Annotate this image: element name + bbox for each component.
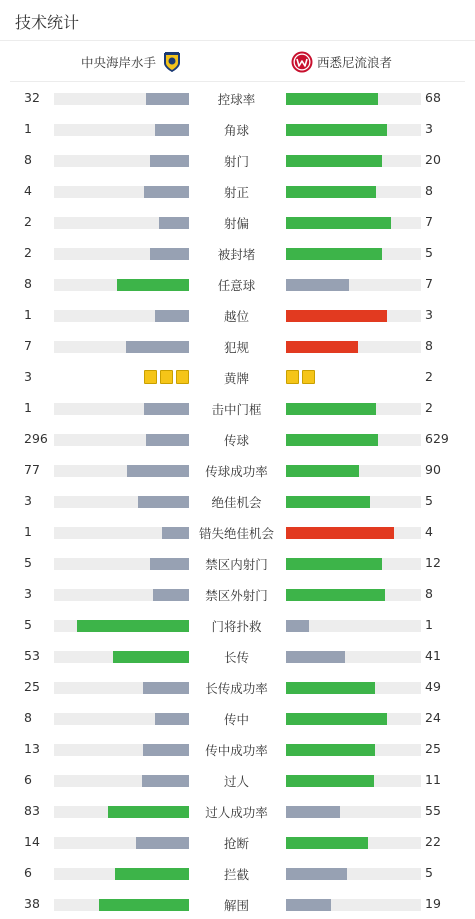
away-value: 1 [425, 617, 433, 632]
home-value: 7 [24, 338, 32, 353]
home-bar-fill [159, 217, 189, 229]
away-value: 629 [425, 431, 449, 446]
away-value: 49 [425, 679, 441, 694]
stat-label: 传球 [223, 433, 249, 448]
home-value: 5 [24, 555, 32, 570]
home-value: 2 [24, 245, 32, 260]
stat-row [0, 826, 475, 857]
stat-label: 任意球 [217, 278, 256, 293]
home-value: 4 [24, 183, 32, 198]
away-value: 3 [425, 121, 433, 136]
home-bar-track [54, 589, 189, 601]
away-bar-track [286, 558, 421, 570]
stat-label: 过人 [223, 774, 249, 789]
away-bar-track [286, 713, 421, 725]
home-bar-fill [162, 527, 189, 539]
stat-row [0, 361, 475, 392]
stat-row [0, 392, 475, 423]
stat-row [0, 82, 475, 113]
away-bar-fill [286, 124, 387, 136]
away-value: 8 [425, 338, 433, 353]
away-bar-fill [286, 589, 385, 601]
home-bar-track [54, 310, 189, 322]
away-value: 8 [425, 183, 433, 198]
away-bar-track [286, 527, 421, 539]
home-value: 8 [24, 710, 32, 725]
yellow-card-icon [160, 370, 173, 384]
away-bar-fill [286, 434, 378, 446]
away-value: 7 [425, 276, 433, 291]
away-bar-fill [286, 217, 391, 229]
away-bar-track [286, 403, 421, 415]
home-bar-fill [150, 155, 189, 167]
stat-row [0, 857, 475, 888]
home-bar-track [54, 837, 189, 849]
stat-label: 角球 [223, 123, 249, 138]
stat-label: 犯规 [223, 340, 249, 355]
home-value: 6 [24, 865, 32, 880]
stat-label: 射偏 [223, 216, 249, 231]
yellow-card-icon [302, 370, 315, 384]
stat-row [0, 578, 475, 609]
home-value: 53 [24, 648, 40, 663]
home-bar-fill [142, 775, 189, 787]
stat-label: 错失绝佳机会 [198, 526, 274, 541]
away-bar-fill [286, 93, 378, 105]
away-value: 19 [425, 896, 441, 911]
stat-label: 过人成功率 [205, 805, 268, 820]
home-bar-fill [126, 341, 189, 353]
yellow-card-icon [176, 370, 189, 384]
away-team-logo-icon [291, 51, 313, 73]
home-bar-fill [150, 248, 189, 260]
away-bar-fill [286, 186, 376, 198]
stat-label: 禁区内射门 [205, 557, 268, 572]
home-bar-fill [155, 713, 189, 725]
home-value: 77 [24, 462, 40, 477]
away-bar-fill [286, 465, 359, 477]
home-bar-fill [77, 620, 189, 632]
away-bar-fill [286, 620, 309, 632]
home-bar-track [54, 527, 189, 539]
away-value: 3 [425, 307, 433, 322]
home-bar-track [54, 465, 189, 477]
home-bar-fill [108, 806, 189, 818]
home-bar-fill [113, 651, 189, 663]
home-bar-fill [138, 496, 189, 508]
stat-label: 射正 [223, 185, 249, 200]
home-bar-track [54, 775, 189, 787]
home-value: 1 [24, 524, 32, 539]
home-bar-fill [117, 279, 189, 291]
stat-row [0, 268, 475, 299]
stat-label: 禁区外射门 [205, 588, 268, 603]
stat-row [0, 888, 475, 919]
away-value: 90 [425, 462, 441, 477]
away-bar-track [286, 496, 421, 508]
away-value: 12 [425, 555, 441, 570]
stat-row [0, 795, 475, 826]
away-bar-track [286, 434, 421, 446]
stat-label: 传中成功率 [205, 743, 268, 758]
away-bar-fill [286, 837, 368, 849]
away-bar-track [286, 155, 421, 167]
home-value: 6 [24, 772, 32, 787]
home-value: 3 [24, 369, 32, 384]
away-bar-track [286, 806, 421, 818]
home-value: 3 [24, 493, 32, 508]
home-bar-fill [143, 682, 189, 694]
stat-row [0, 733, 475, 764]
home-value: 3 [24, 586, 32, 601]
home-bar-track [54, 899, 189, 911]
home-bar-fill [115, 868, 189, 880]
stat-row [0, 640, 475, 671]
home-bar-track [54, 341, 189, 353]
away-bar-track [286, 651, 421, 663]
page-title: 技术统计 [15, 13, 80, 32]
stat-label: 解围 [223, 898, 249, 913]
stat-label: 门将扑救 [211, 619, 262, 634]
away-bar-fill [286, 899, 331, 911]
away-value: 20 [425, 152, 441, 167]
stat-row [0, 175, 475, 206]
away-bar-track [286, 465, 421, 477]
stat-row [0, 299, 475, 330]
home-bar-track [54, 682, 189, 694]
home-value: 2 [24, 214, 32, 229]
away-bar-track [286, 775, 421, 787]
home-bar-fill [155, 124, 189, 136]
away-value: 2 [425, 369, 433, 384]
home-value: 8 [24, 152, 32, 167]
home-bar-fill [136, 837, 189, 849]
away-bar-fill [286, 713, 387, 725]
home-bar-fill [127, 465, 189, 477]
stat-label: 射门 [223, 154, 249, 169]
away-bar-track [286, 217, 421, 229]
home-bar-track [54, 868, 189, 880]
home-value: 296 [24, 431, 48, 446]
away-value: 25 [425, 741, 441, 756]
home-bar-track [54, 279, 189, 291]
away-value: 24 [425, 710, 441, 725]
away-bar-track [286, 744, 421, 756]
away-bar-track [286, 279, 421, 291]
home-value: 38 [24, 896, 40, 911]
away-bar-fill [286, 558, 382, 570]
away-team-name: 西悉尼流浪者 [317, 55, 393, 70]
home-team[interactable] [81, 51, 183, 73]
away-value: 11 [425, 772, 441, 787]
away-value: 41 [425, 648, 441, 663]
header [0, 0, 475, 41]
away-value: 22 [425, 834, 441, 849]
home-value: 83 [24, 803, 40, 818]
away-team[interactable] [291, 51, 392, 73]
away-bar-track [286, 93, 421, 105]
away-bar-track [286, 868, 421, 880]
home-bar-fill [143, 744, 189, 756]
home-value: 13 [24, 741, 40, 756]
home-value: 1 [24, 400, 32, 415]
away-bar-fill [286, 403, 376, 415]
stat-row [0, 206, 475, 237]
away-bar-track [286, 186, 421, 198]
away-value: 5 [425, 245, 433, 260]
stat-label: 被封堵 [217, 247, 256, 262]
away-bar-track [286, 248, 421, 260]
stat-row [0, 113, 475, 144]
away-bar-track [286, 620, 421, 632]
home-bar-track [54, 713, 189, 725]
home-bar-track [54, 434, 189, 446]
home-value: 5 [24, 617, 32, 632]
home-value: 32 [24, 90, 40, 105]
away-bar-track [286, 124, 421, 136]
away-bar-fill [286, 310, 387, 322]
away-bar-fill [286, 651, 345, 663]
home-value: 8 [24, 276, 32, 291]
stat-row [0, 237, 475, 268]
home-bar-track [54, 806, 189, 818]
away-value: 68 [425, 90, 441, 105]
home-bar-track [54, 744, 189, 756]
stat-label: 抢断 [223, 836, 249, 851]
home-bar-track [54, 496, 189, 508]
stat-label: 传中 [223, 712, 249, 727]
away-value: 7 [425, 214, 433, 229]
away-bar-fill [286, 868, 347, 880]
home-bar-track [54, 93, 189, 105]
stat-row [0, 423, 475, 454]
away-bar-fill [286, 744, 375, 756]
away-bar-fill [286, 496, 370, 508]
stat-row [0, 671, 475, 702]
home-value: 1 [24, 121, 32, 136]
stat-label: 长传 [223, 650, 249, 665]
stat-row [0, 547, 475, 578]
home-team-logo-icon [161, 51, 183, 73]
stat-label: 长传成功率 [205, 681, 268, 696]
away-bar-fill [286, 682, 375, 694]
away-bar-fill [286, 279, 349, 291]
yellow-card-icon [286, 370, 299, 384]
home-bar-track [54, 186, 189, 198]
stat-label: 黄牌 [223, 371, 249, 386]
home-bar-fill [155, 310, 189, 322]
away-yellow-cards [286, 370, 315, 384]
home-yellow-cards [144, 370, 189, 384]
yellow-card-icon [144, 370, 157, 384]
away-value: 5 [425, 493, 433, 508]
away-bar-track [286, 310, 421, 322]
away-bar-track [286, 682, 421, 694]
home-bar-track [54, 248, 189, 260]
stat-row [0, 144, 475, 175]
away-bar-track [286, 589, 421, 601]
home-team-name: 中央海岸水手 [80, 55, 156, 70]
home-value: 1 [24, 307, 32, 322]
home-bar-track [54, 651, 189, 663]
stats-list [0, 82, 475, 919]
stat-row [0, 330, 475, 361]
stat-label: 控球率 [217, 92, 256, 107]
stat-row [0, 764, 475, 795]
home-bar-fill [150, 558, 189, 570]
home-bar-track [54, 124, 189, 136]
home-bar-fill [144, 403, 189, 415]
home-bar-fill [99, 899, 189, 911]
away-bar-fill [286, 806, 340, 818]
away-bar-fill [286, 775, 374, 787]
away-bar-track [286, 899, 421, 911]
away-value: 55 [425, 803, 441, 818]
stat-label: 拦截 [223, 867, 249, 882]
stat-label: 传球成功率 [205, 464, 268, 479]
stat-label: 越位 [223, 309, 249, 324]
away-bar-track [286, 341, 421, 353]
teams-header [10, 41, 465, 82]
stat-row [0, 609, 475, 640]
home-bar-track [54, 620, 189, 632]
away-bar-fill [286, 155, 382, 167]
home-bar-fill [146, 93, 189, 105]
away-value: 4 [425, 524, 433, 539]
away-bar-fill [286, 341, 358, 353]
home-bar-fill [146, 434, 189, 446]
away-value: 5 [425, 865, 433, 880]
home-bar-track [54, 217, 189, 229]
away-bar-track [286, 837, 421, 849]
away-bar-fill [286, 527, 394, 539]
stat-label: 击中门框 [211, 402, 262, 417]
home-bar-track [54, 558, 189, 570]
stat-row [0, 454, 475, 485]
away-value: 8 [425, 586, 433, 601]
stat-label: 绝佳机会 [211, 495, 262, 510]
stat-row [0, 485, 475, 516]
home-bar-track [54, 403, 189, 415]
home-value: 14 [24, 834, 40, 849]
stat-row [0, 702, 475, 733]
home-bar-fill [153, 589, 189, 601]
away-value: 2 [425, 400, 433, 415]
home-value: 25 [24, 679, 40, 694]
home-bar-fill [144, 186, 189, 198]
stat-row [0, 516, 475, 547]
home-bar-track [54, 155, 189, 167]
away-bar-fill [286, 248, 382, 260]
